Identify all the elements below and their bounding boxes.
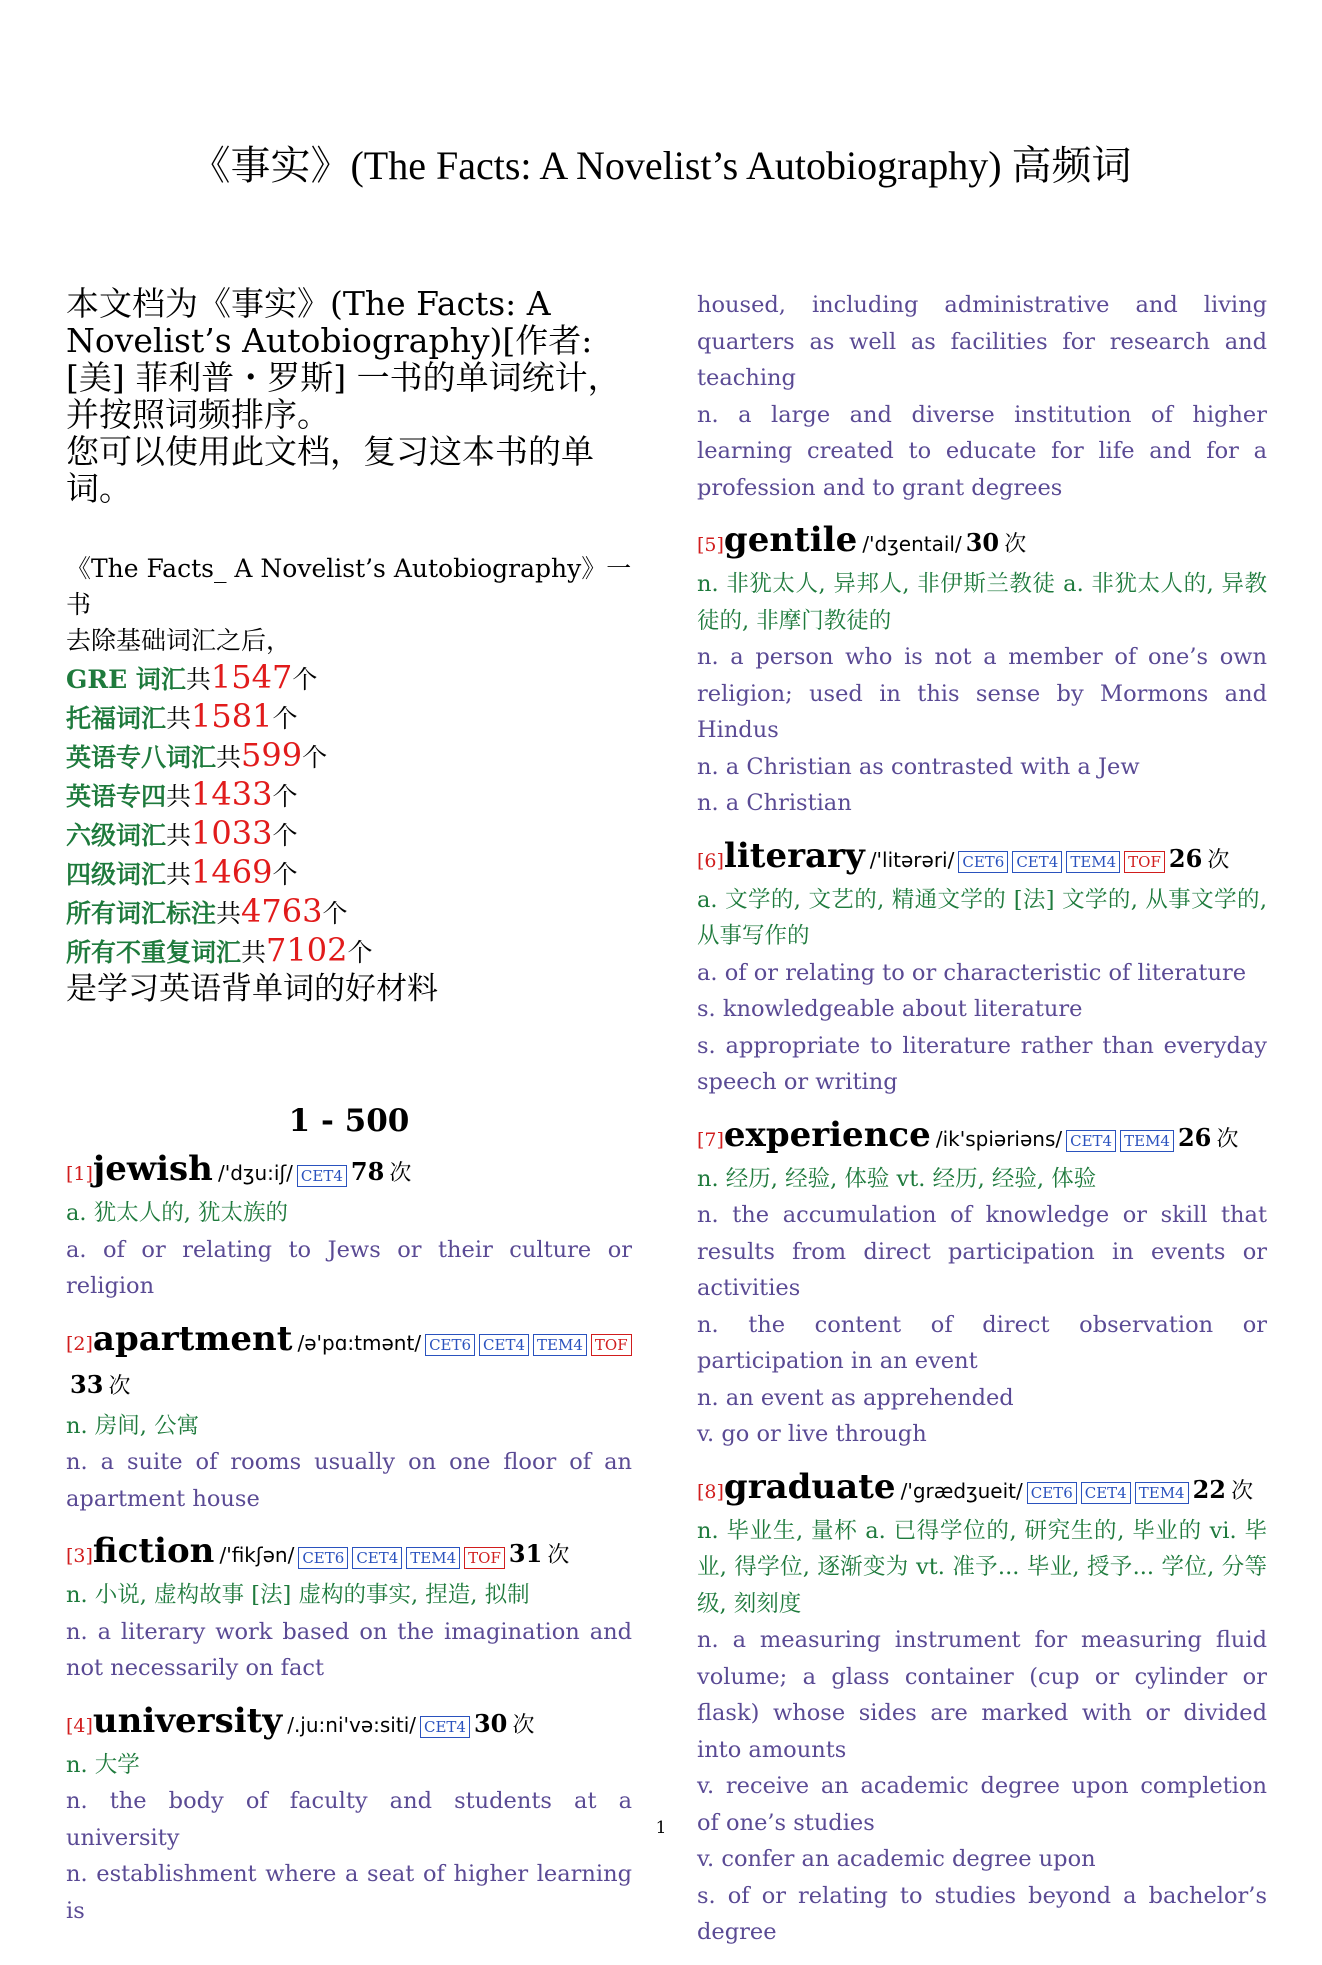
entry-head: [66, 1531, 632, 1577]
entries-left: [66, 1149, 632, 1929]
definition-zh: n. 毕业生, 量杯 a. 已得学位的, 研究生的, 毕业的 vi. 毕业, 得学位, 逐渐变为 vt. 准予... 毕业, 授予... 学位, 分等级, 刻刻度: [697, 1517, 1267, 1617]
entry-index: [6]: [697, 849, 724, 872]
definition-en: n. an event as apprehended: [697, 1384, 1014, 1411]
definition-en: v. go or live through: [697, 1421, 927, 1447]
entry-index: [8]: [697, 1480, 724, 1503]
stat-number: 1033: [191, 814, 273, 852]
entry-count-unit: 次: [1004, 532, 1027, 557]
stat-mid: 共: [216, 899, 242, 928]
entry-word: apartment: [92, 1318, 293, 1359]
exam-tag: CET4: [1012, 851, 1062, 873]
definition-en: a. of or relating to Jews or their culture or religion: [66, 1236, 632, 1299]
definition-zh: n. 小说, 虚构故事 [法] 虚构的事实, 捏造, 拟制: [66, 1582, 530, 1608]
stat-label: 六级词汇: [66, 821, 167, 850]
entry-index: [2]: [66, 1332, 93, 1355]
entry-head: [697, 1115, 1267, 1161]
stat-unit: 个: [272, 821, 298, 850]
entry-count: 30: [473, 1708, 508, 1738]
stat-label: 所有词汇标注: [66, 899, 217, 928]
exam-tag: TEM4: [1120, 1130, 1174, 1152]
entry-head: [66, 1149, 632, 1195]
stat-unit: 个: [272, 704, 298, 733]
entry-word: fiction: [92, 1531, 215, 1571]
stat-number: 1581: [191, 697, 273, 735]
definition-en: n. the content of direct observation or participation in an event: [697, 1311, 1267, 1374]
summary-closing: 是学习英语背单词的好材料: [66, 971, 438, 1007]
stat-row: [66, 737, 632, 776]
entry-index: [7]: [697, 1128, 724, 1151]
entries-right: [697, 520, 1267, 1951]
exam-tag: TOF: [591, 1334, 632, 1356]
stat-row: [66, 659, 632, 698]
exam-tag: CET6: [298, 1547, 348, 1569]
exam-tag: TEM4: [1135, 1482, 1189, 1504]
entry-word: experience: [723, 1114, 931, 1155]
entry-index: [4]: [66, 1714, 93, 1737]
definition-zh: n. 经历, 经验, 体验 vt. 经历, 经验, 体验: [697, 1165, 1097, 1192]
word-entry: [697, 836, 1267, 1101]
entry-head: [66, 1701, 632, 1747]
entry-word: graduate: [723, 1466, 896, 1507]
right-column: [697, 287, 1267, 1965]
entry-count-unit: 次: [389, 1161, 412, 1186]
stat-number: 1433: [191, 775, 273, 813]
stat-number: 1469: [191, 853, 273, 891]
exam-tag: TEM4: [1066, 851, 1120, 873]
summary-line-1: 《The Facts_ A Novelist’s Autobiography》一书: [66, 554, 632, 619]
stat-row: [66, 932, 632, 971]
exam-tag: TOF: [464, 1547, 505, 1569]
exam-tag: CET4: [479, 1334, 529, 1356]
entry-count-unit: 次: [1207, 847, 1230, 873]
exam-tag: CET4: [297, 1165, 347, 1187]
entry-word: university: [92, 1700, 283, 1741]
exam-tag: TEM4: [533, 1334, 587, 1356]
entry-phonetic: /ik'spiəriəns/: [935, 1126, 1063, 1151]
entry-count: 22: [1192, 1474, 1226, 1504]
definition-zh: n. 非犹太人, 异邦人, 非伊斯兰教徒 a. 非犹太人的, 异教徒的, 非摩门教徒的: [697, 571, 1267, 634]
stat-unit: 个: [322, 899, 348, 928]
word-entry: [66, 1319, 632, 1518]
intro-line-2: 您可以使用此文档，复习这本书的单词。: [66, 432, 594, 508]
entry-phonetic: /'dʒentail/: [862, 532, 962, 556]
entry-index: [5]: [697, 534, 724, 556]
entry-count-unit: 次: [512, 1712, 535, 1738]
definition-en: n. establishment where a seat of higher learning is: [66, 1861, 632, 1924]
stat-mid: 共: [166, 704, 192, 733]
stat-mid: 共: [185, 665, 211, 694]
exam-tag: CET4: [1081, 1482, 1131, 1504]
definition-en: housed, including administrative and living quarters as well as facilities for research and teaching: [697, 292, 1267, 391]
stat-unit: 个: [292, 665, 318, 694]
definition-en: n. a person who is not a member of one’s own religion; used in this sense by Mormons and Hindus: [697, 644, 1267, 743]
stat-label: 托福词汇: [66, 704, 167, 733]
entry-count: 30: [965, 528, 1000, 557]
entry-count: 78: [350, 1157, 385, 1186]
stat-number: 4763: [241, 892, 323, 930]
definition-en: n. a large and diverse institution of higher learning created to educate for life and for a profession and to grant degrees: [697, 401, 1267, 501]
exam-tag: CET4: [420, 1716, 470, 1738]
exam-tag: CET6: [425, 1334, 475, 1356]
stat-unit: 个: [272, 860, 298, 889]
stat-unit: 个: [347, 938, 373, 967]
entry-phonetic: /ə'pɑ:tmənt/: [297, 1330, 422, 1355]
entry-index: [1]: [66, 1163, 93, 1185]
entry-head: [697, 1467, 1267, 1513]
entry-phonetic: /'grædʒueit/: [900, 1478, 1023, 1503]
definition-en: n. the accumulation of knowledge or skill that results from direct participation in events or activities: [697, 1202, 1267, 1301]
exam-tag: CET6: [1027, 1482, 1077, 1504]
entry-count: 31: [508, 1539, 543, 1568]
exam-tag: TOF: [1124, 851, 1165, 873]
intro: [66, 285, 632, 507]
entry-phonetic: /'dʒu:iʃ/: [218, 1161, 293, 1185]
stat-row: [66, 854, 632, 893]
definition-en: n. the body of faculty and students at a university: [66, 1788, 632, 1851]
exam-tag: CET4: [1066, 1130, 1116, 1152]
exam-tag: TEM4: [406, 1547, 460, 1569]
entry-count-unit: 次: [547, 1543, 570, 1568]
entry-count-unit: 次: [108, 1373, 131, 1399]
entry-count: 26: [1168, 843, 1203, 873]
entry-phonetic: /'fikʃən/: [219, 1543, 295, 1567]
stat-mid: 共: [166, 782, 192, 811]
stat-mid: 共: [241, 938, 267, 967]
range-heading: 1 - 500: [288, 1103, 410, 1139]
definition-en: s. knowledgeable about literature: [697, 996, 1083, 1022]
definition-en: v. receive an academic degree upon completion of one’s studies: [697, 1773, 1267, 1836]
entry-word: gentile: [723, 520, 858, 560]
definition-en: n. a literary work based on the imagination and not necessarily on fact: [66, 1618, 632, 1681]
entry-phonetic: /'litərəri/: [869, 847, 955, 872]
stat-row: [66, 698, 632, 737]
vocab-summary: [66, 551, 632, 1007]
definition-en: s. of or relating to studies beyond a bachelor’s degree: [697, 1882, 1267, 1945]
stat-label: 英语专八词汇: [66, 743, 217, 772]
word-entry: [66, 1531, 632, 1687]
summary-line-2: 去除基础词汇之后，: [66, 626, 292, 655]
definition-zh: n. 房间, 公寓: [66, 1412, 200, 1439]
stat-label: 四级词汇: [66, 860, 167, 889]
word-entry: [697, 1467, 1267, 1951]
entry-head: [66, 1319, 632, 1408]
stat-unit: 个: [302, 743, 328, 772]
stat-label: 所有不重复词汇: [66, 938, 242, 967]
entry-phonetic: /.ju:ni'və:siti/: [287, 1712, 416, 1737]
definition-en: n. a measuring instrument for measuring fluid volume; a glass container (cup or cylinder or flask) whose sides are marked with or divided into amounts: [697, 1627, 1267, 1763]
entry-head: [697, 520, 1267, 566]
exam-tag: CET6: [958, 851, 1008, 873]
word-entry: [66, 1149, 632, 1305]
stat-label: 英语专四: [66, 782, 167, 811]
stat-number: 7102: [266, 931, 348, 969]
definition-en: v. confer an academic degree upon: [697, 1846, 1096, 1872]
definition-zh: n. 大学: [66, 1751, 140, 1778]
word-entry: [697, 1115, 1267, 1453]
stats-list: [66, 659, 632, 971]
definition-en: a. of or relating to or characteristic of literature: [697, 959, 1247, 986]
definition-zh: a. 犹太人的, 犹太族的: [66, 1200, 289, 1226]
page-number: 1: [655, 1818, 667, 1838]
entry-continuation: [697, 287, 1267, 506]
exam-tag: CET4: [352, 1547, 402, 1569]
definition-en: s. appropriate to literature rather than everyday speech or writing: [697, 1032, 1267, 1095]
stat-number: 599: [241, 736, 303, 774]
entry-count-unit: 次: [1231, 1478, 1254, 1504]
definition-en: n. a suite of rooms usually on one floor of an apartment house: [66, 1449, 632, 1512]
entry-index: [3]: [66, 1545, 93, 1567]
word-entry: [697, 520, 1267, 822]
stat-number: 1547: [210, 658, 293, 696]
left-column: [66, 285, 632, 1943]
stat-mid: 共: [166, 860, 192, 889]
stat-mid: 共: [216, 743, 242, 772]
stat-row: [66, 776, 632, 815]
entry-word: jewish: [92, 1149, 213, 1189]
definition-en: n. a Christian: [697, 790, 852, 816]
definition-zh: a. 文学的, 文艺的, 精通文学的 [法] 文学的, 从事文学的, 从事写作的: [697, 886, 1267, 949]
entry-word: literary: [723, 835, 865, 876]
stat-label: GRE 词汇: [66, 665, 186, 694]
definition-en: n. a Christian as contrasted with a Jew: [697, 753, 1140, 780]
entry-count: 33: [70, 1369, 104, 1399]
stat-mid: 共: [166, 821, 192, 850]
word-entry: [66, 1701, 632, 1930]
stat-unit: 个: [272, 782, 298, 811]
entry-count: 26: [1177, 1122, 1212, 1152]
entry-count-unit: 次: [1216, 1126, 1239, 1152]
intro-line-1: 本文档为《事实》(The Facts: A Novelist’s Autobiography)[作者: [美] 菲利普・罗斯] 一书的单词统计，并按照词频排序。: [66, 284, 621, 434]
document-title: 《事实》(The Facts: A Novelist’s Autobiography) 高频词: [190, 143, 1132, 188]
stat-row: [66, 815, 632, 854]
stat-row: [66, 893, 632, 932]
entry-head: [697, 836, 1267, 882]
